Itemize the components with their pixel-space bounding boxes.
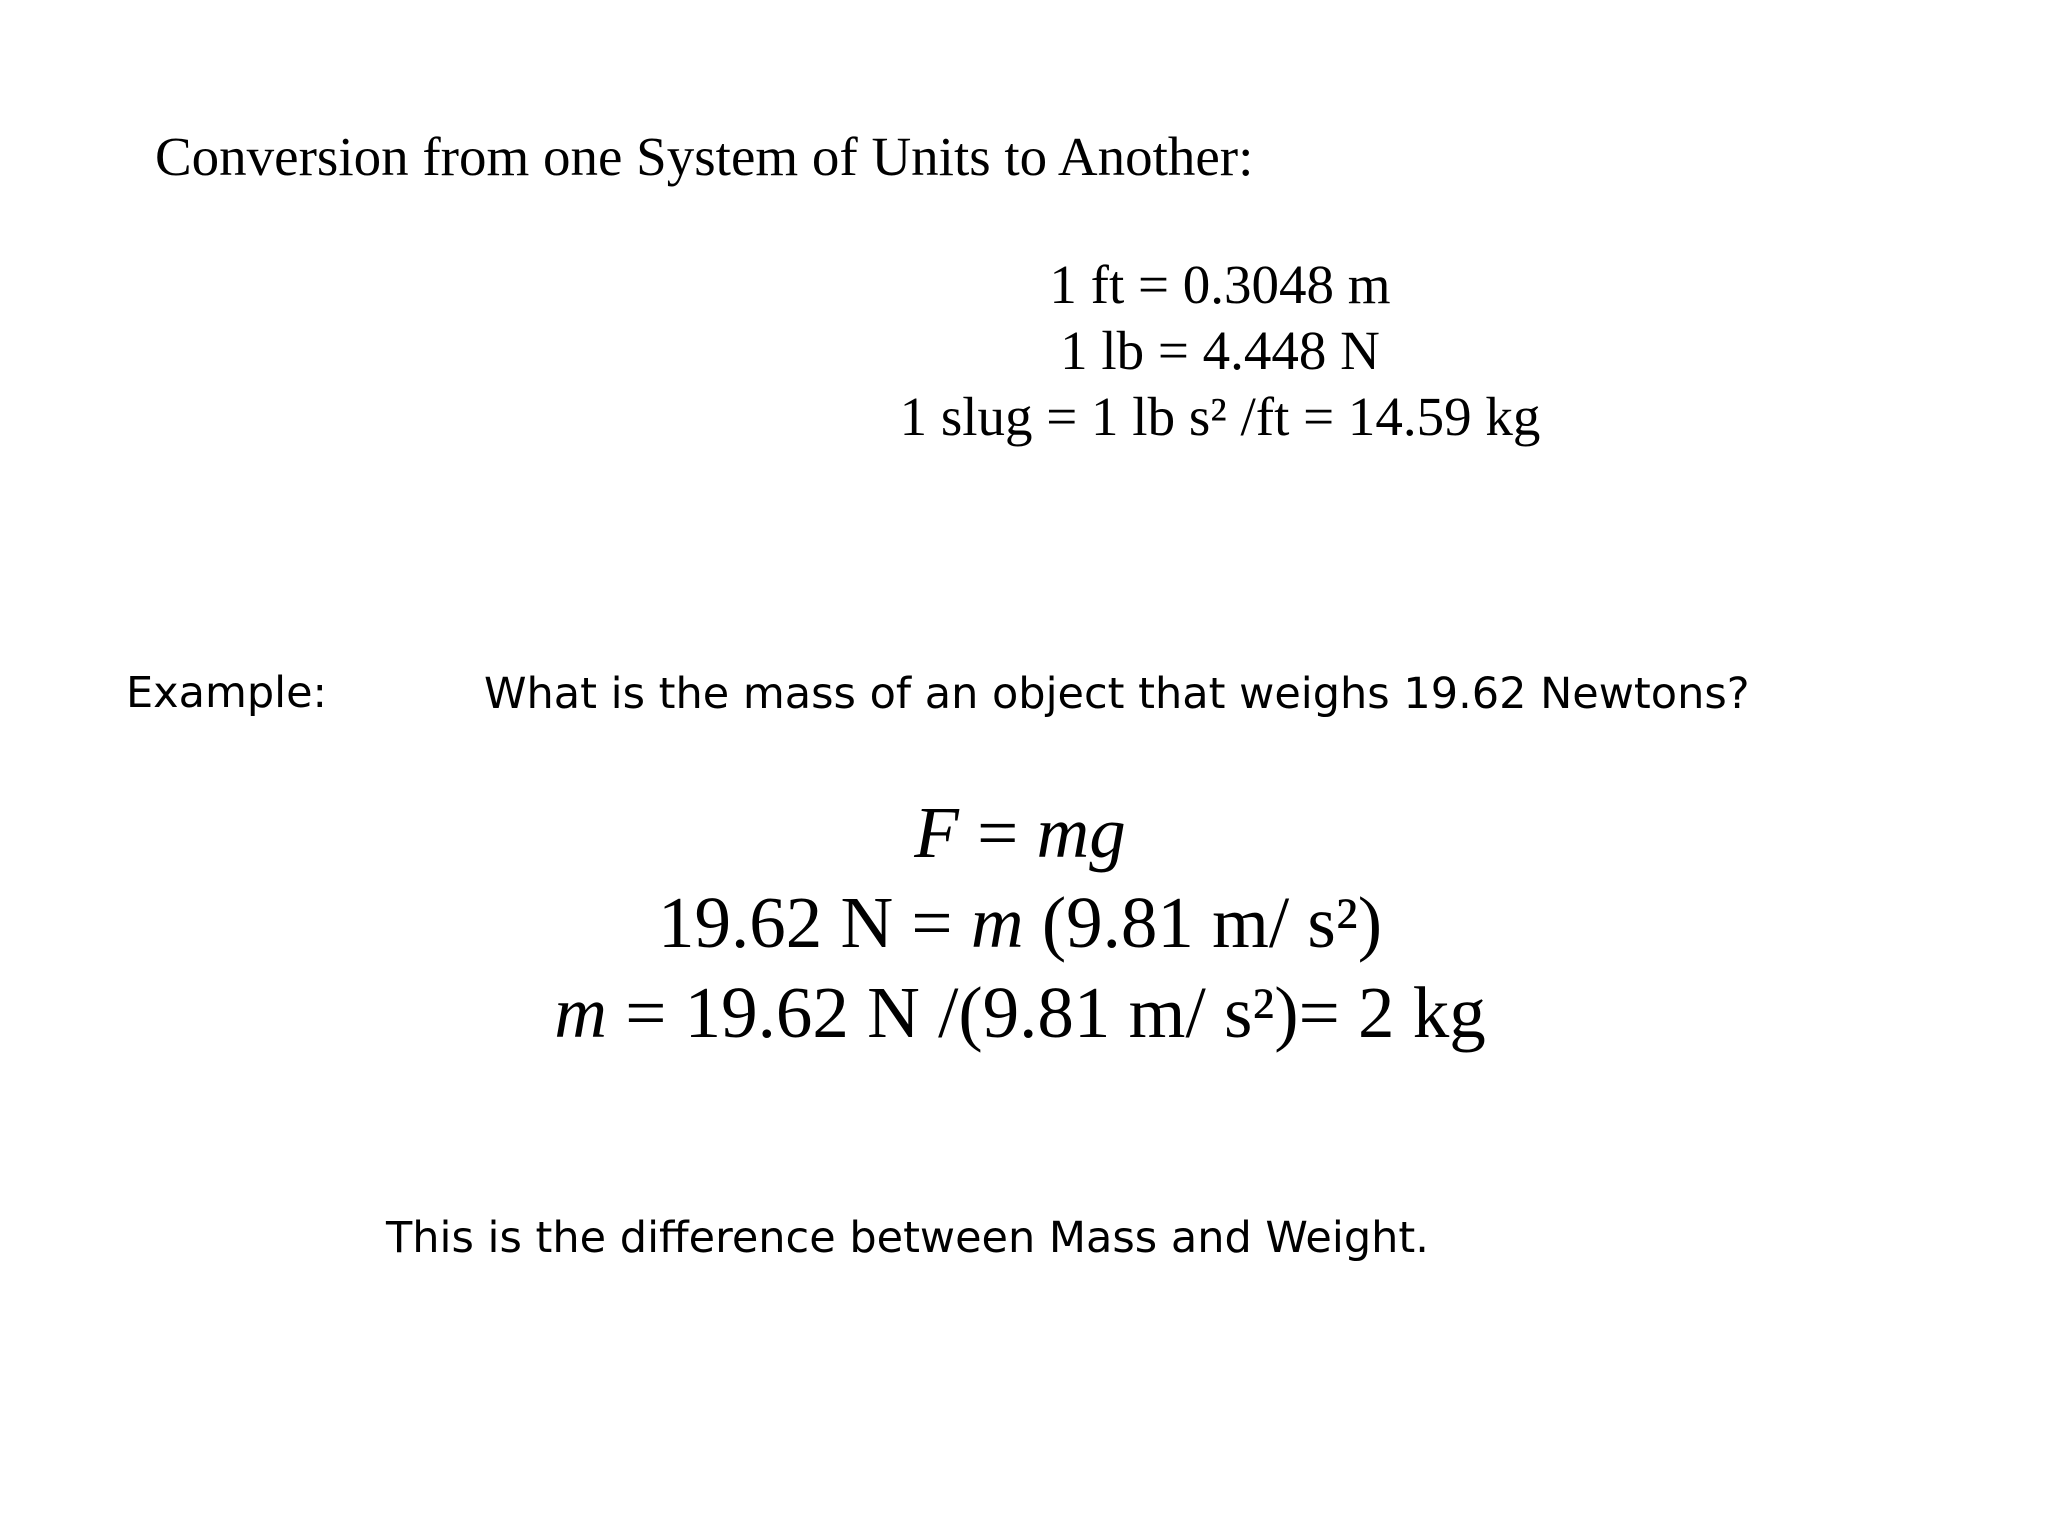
conversion-ft-m: 1 ft = 0.3048 m (1049, 254, 1391, 315)
equation-line-3 (520, 968, 1520, 1058)
example-question: What is the mass of an object that weighs 19.62 Newtons? (484, 669, 1750, 719)
equation-symbol-mg: mg (1036, 792, 1126, 873)
conversion-list (880, 252, 1560, 450)
footer-note: This is the difference between Mass and Weight. (386, 1213, 1429, 1263)
equation-line-1 (520, 788, 1520, 878)
equation-line-3-right: = 19.62 N /(9.81 m/ s²)= 2 kg (606, 972, 1486, 1053)
equation-equals: = (958, 792, 1037, 873)
equation-line-2 (520, 878, 1520, 968)
conversion-slug-kg: 1 slug = 1 lb s² /ft = 14.59 kg (899, 386, 1541, 447)
equation-line-2-left: 19.62 N = (657, 882, 971, 963)
equation-line-2-right: (9.81 m/ s²) (1023, 882, 1383, 963)
slide-title: Conversion from one System of Units to Another: (155, 126, 1254, 187)
equation-symbol-f: F (914, 792, 959, 873)
equation-symbol-m: m (970, 882, 1024, 963)
conversion-lb-n: 1 lb = 4.448 N (1060, 320, 1380, 381)
equation-symbol-m: m (554, 972, 607, 1053)
equation-block (520, 788, 1520, 1058)
example-label: Example: (126, 668, 328, 718)
